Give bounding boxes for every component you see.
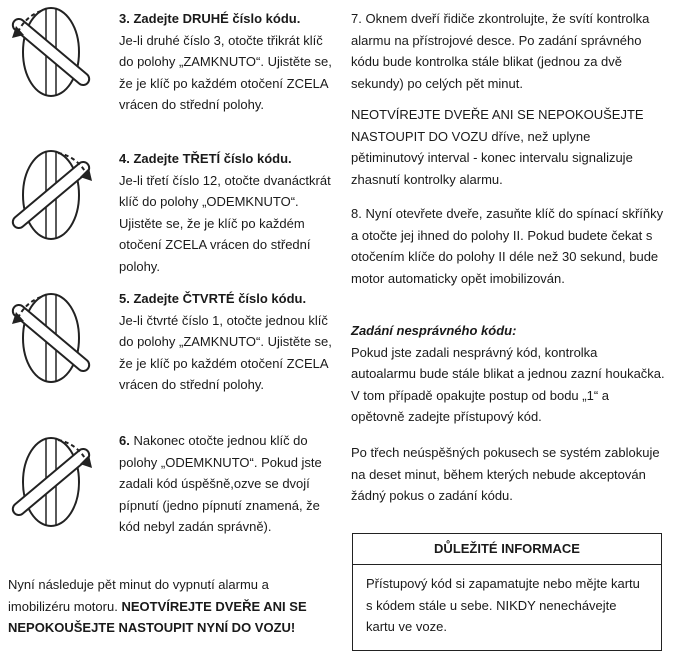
key-unlock-turn-icon [6,432,96,532]
step-body: Nakonec otočte jednou klíč do polohy „ODEMKNUTO“. Pokud jste zadali kód úspěšně,ozve se dvojí pípnutí (jedno pípnutí znamená, že kód nebyl zadán správně). [119,433,322,534]
step-8 [351,203,666,289]
wrong-code-heading: Zadání nesprávného kódu: [351,323,517,338]
step-heading: 4. Zadejte TŘETÍ číslo kódu. [119,151,292,166]
step-7-text: 7. Oknem dveří řidiče zkontrolujte, že svítí kontrolka alarmu na přístrojové desce. Po zadání správného kódu bude kontrolka stále blikat (jednou za dvě sekundy) po celých pět minut. [351,11,650,91]
warning-paragraph [351,104,666,190]
step-heading: 5. Zadejte ČTVRTÉ číslo kódu. [119,291,307,306]
key-unlock-turn-icon [6,145,96,245]
step-3 [119,8,332,116]
step-5 [119,288,332,396]
final-warning [8,574,330,639]
final-warning-bold: NEOTVÍREJTE DVEŘE ANI SE NEPOKOUŠEJTE NASTOUPIT NYNÍ DO VOZU! [8,598,307,635]
step-8-text: 8. Nyní otevřete dveře, zasuňte klíč do spínací skříňky a otočte jej ihned do polohy II. Pokud budete čekat s otočením klíče do polohy II déle než 30 sekund, bude motor automaticky opět imobilizován. [351,206,664,286]
lockout-text: Po třech neúspěšných pokusech se systém zablokuje na deset minut, během kterých nebude akceptován žádný pokus o zadání kódu. [351,445,660,503]
important-info-title: DŮLEŽITÉ INFORMACE [353,534,661,565]
key-lock-turn-icon [6,2,96,102]
warning-text: NEOTVÍREJTE DVEŘE ANI SE NEPOKOUŠEJTE NASTOUPIT DO VOZU dříve, než uplyne pětiminutový interval - konec intervalu signalizuje zhasnutí kontrolky alarmu. [351,107,644,187]
step-7 [351,8,666,94]
important-info-text: Přístupový kód si zapamatujte nebo mějte kartu s kódem stále u sebe. NIKDY nenechávejte kartu ve voze. [366,576,640,634]
key-lock-turn-icon [6,288,96,388]
important-info-box [352,533,662,651]
lockout-paragraph [351,442,666,507]
final-warning-text: Nyní následuje pět minut do vypnutí alarmu a imobilizéru motoru. [8,577,269,614]
step-6 [119,430,332,538]
step-body: Je-li druhé číslo 3, otočte třikrát klíč do polohy „ZAMKNUTO“. Ujistěte se, že je klíč po každém otočení ZCELA vrácen do střední polohy. [119,32,332,112]
step-body: Je-li čtvrté číslo 1, otočte jednou klíč do polohy „ZAMKNUTO“. Ujistěte se, že je klíč po každém otočení ZCELA vrácen do střední polohy. [119,312,332,392]
step-heading: 6. [119,433,130,448]
step-body: Je-li třetí číslo 12, otočte dvanáctkrát klíč do polohy „ODEMKNUTO“. Ujistěte se, že je klíč po každém otočení ZCELA vrácen do střední polohy. [119,172,331,274]
step-4 [119,148,332,277]
step-heading: 3. Zadejte DRUHÉ číslo kódu. [119,11,301,26]
wrong-code-section [351,320,666,428]
wrong-code-text: Pokud jste zadali nesprávný kód, kontrolka autoalarmu bude stále blikat a jednou zazní houkačka. V tom případě opakujte postup od bodu „1“ a opětovně zadejte přístupový kód. [351,344,665,424]
